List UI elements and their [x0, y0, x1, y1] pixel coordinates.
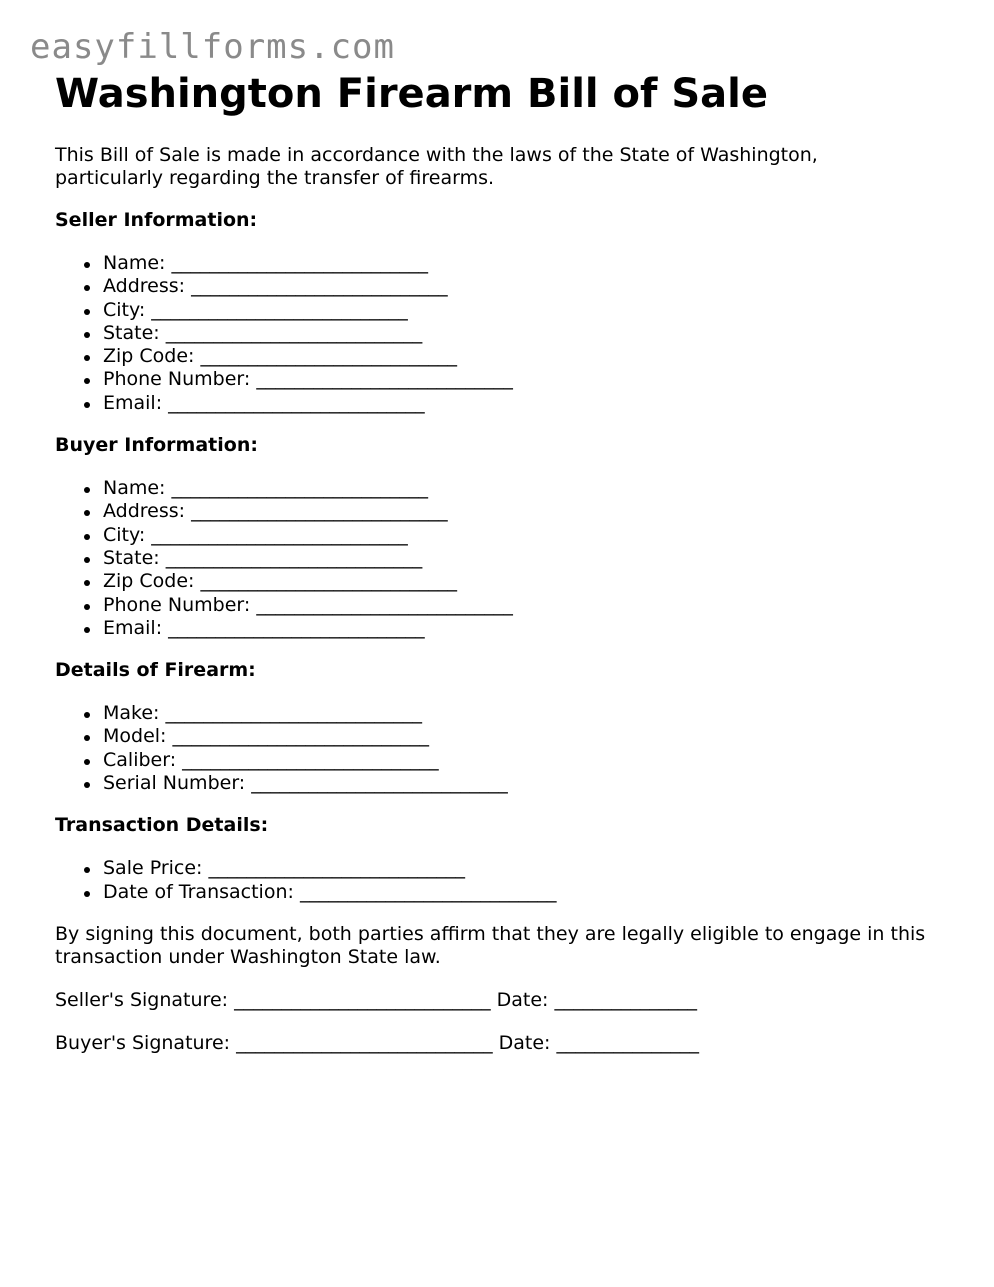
firearm-caliber-field: Caliber: ___________________________ — [103, 749, 955, 772]
transaction-details-list — [55, 857, 955, 904]
buyer-section-heading: Buyer Information: — [55, 434, 258, 457]
firearm-section-heading: Details of Firearm: — [55, 659, 256, 682]
intro-paragraph — [55, 144, 955, 190]
seller-info-list — [55, 252, 955, 415]
seller-name-field: Name: ___________________________ — [103, 252, 955, 275]
buyer-name-field: Name: ___________________________ — [103, 477, 955, 500]
seller-state-field: State: ___________________________ — [103, 322, 955, 345]
seller-phone-field: Phone Number: ___________________________ — [103, 368, 955, 391]
firearm-details-list — [55, 702, 955, 795]
buyer-signature-line: Buyer's Signature: ___________________________ Date: _______________ — [55, 1031, 699, 1054]
sale-price-field: Sale Price: ___________________________ — [103, 857, 955, 880]
seller-city-field: City: ___________________________ — [103, 299, 955, 322]
buyer-city-field: City: ___________________________ — [103, 524, 955, 547]
seller-section-heading: Seller Information: — [55, 209, 258, 231]
seller-zip-field: Zip Code: ___________________________ — [103, 345, 955, 368]
seller-email-field: Email: ___________________________ — [103, 392, 955, 415]
seller-address-field: Address: ___________________________ — [103, 275, 955, 298]
seller-signature-line: Seller's Signature: ___________________________ Date: _______________ — [55, 988, 697, 1011]
closing-paragraph — [55, 923, 955, 969]
buyer-zip-field: Zip Code: ___________________________ — [103, 570, 955, 593]
firearm-make-field: Make: ___________________________ — [103, 702, 955, 725]
buyer-info-list — [55, 477, 955, 640]
closing-line-2: transaction under Washington State law. — [55, 945, 441, 968]
intro-line-2: particularly regarding the transfer of firearms. — [55, 167, 495, 189]
buyer-email-field: Email: ___________________________ — [103, 617, 955, 640]
watermark: easyfillforms.com — [30, 27, 395, 67]
closing-line-1: By signing this document, both parties affirm that they are legally eligible to engage in this — [55, 922, 926, 945]
document-body — [55, 70, 955, 1075]
transaction-section-heading: Transaction Details: — [55, 814, 269, 837]
transaction-date-field: Date of Transaction: ___________________________ — [103, 881, 955, 904]
page-title: Washington Firearm Bill of Sale — [55, 71, 769, 117]
buyer-phone-field: Phone Number: ___________________________ — [103, 594, 955, 617]
firearm-serial-field: Serial Number: ___________________________ — [103, 772, 955, 795]
intro-line-1: This Bill of Sale is made in accordance with the laws of the State of Washington, — [55, 144, 818, 166]
firearm-model-field: Model: ___________________________ — [103, 725, 955, 748]
buyer-state-field: State: ___________________________ — [103, 547, 955, 570]
buyer-address-field: Address: ___________________________ — [103, 500, 955, 523]
